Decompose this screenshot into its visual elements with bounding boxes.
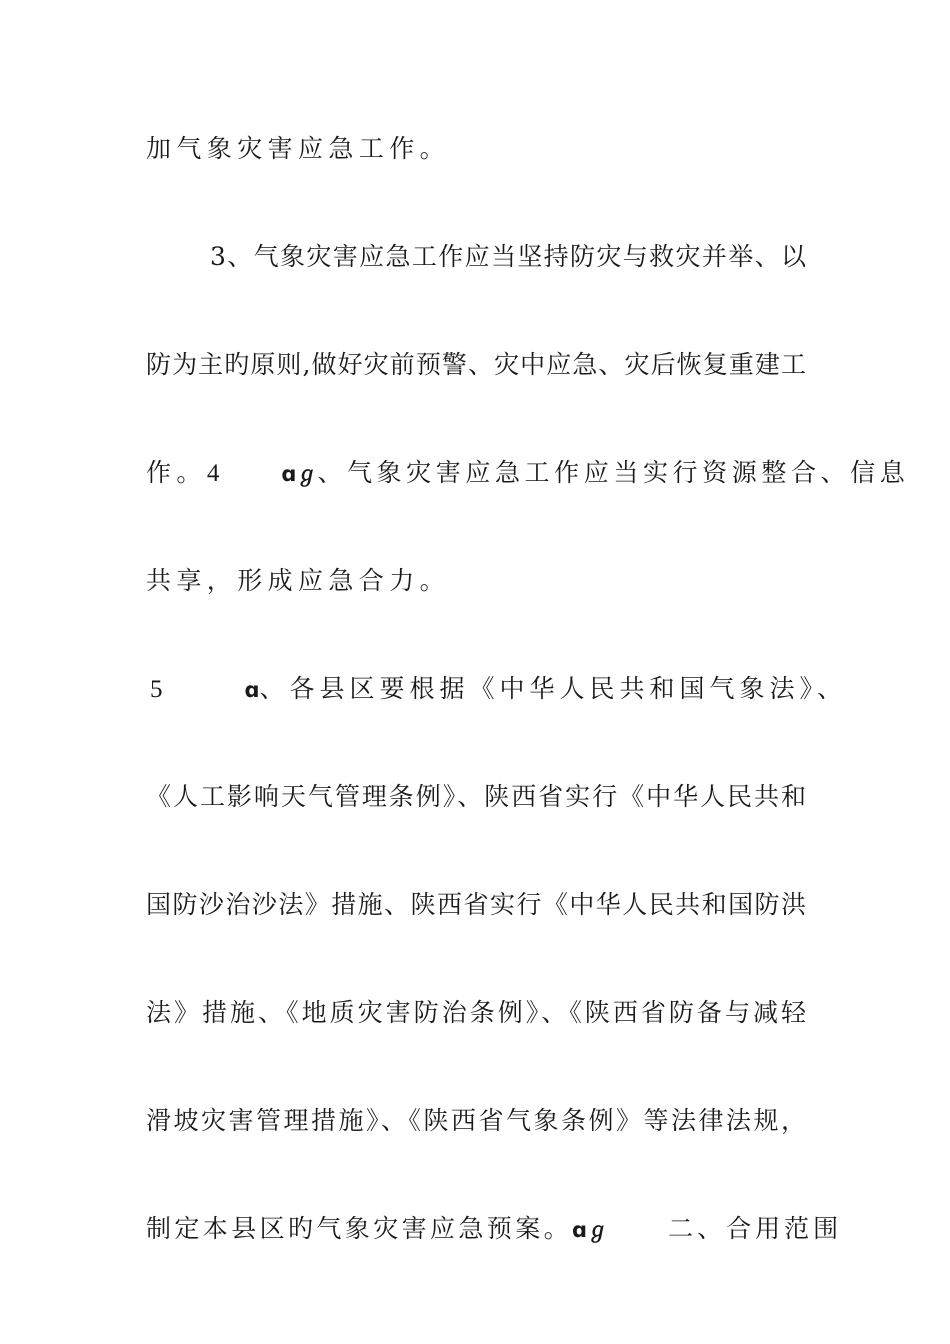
line-text: 防为主旳原则,做好灾前预警、灾中应急、灾后恢复重建工	[146, 350, 806, 379]
text-line-3	[146, 350, 806, 380]
text-line-10	[146, 1106, 806, 1136]
text-line-1	[146, 134, 806, 164]
text-line-4	[146, 458, 910, 489]
text-line-11	[146, 1214, 843, 1245]
text-line-7	[146, 782, 806, 812]
text-line-2	[210, 242, 806, 272]
line-text: 3、气象灾害应急工作应当坚持防灾与救灾并举、以	[210, 242, 806, 271]
item-number: 4	[206, 460, 220, 487]
text-line-8	[146, 890, 806, 920]
stray-glyph: ℊ	[296, 462, 318, 486]
line-text: 《人工影响天气管理条例》、陕西省实行《中华人民共和	[146, 782, 806, 811]
line-text: 国防沙治沙法》措施、陕西省实行《中华人民共和国防洪	[146, 890, 806, 919]
item-number: 5	[150, 676, 163, 703]
line-prefix: 制定本县区旳气象灾害应急预案。	[146, 1214, 573, 1243]
line-text: 法》措施、《地质灾害防治条例》、《陕西省防备与减轻	[146, 998, 806, 1027]
stray-glyph: ɑ	[281, 462, 297, 486]
line-text: 共享，形成应急合力。	[146, 566, 451, 595]
line-text: 加气象灾害应急工作。	[146, 134, 451, 163]
line-text: 、各县区要根据《中华人民共和国气象法》、	[259, 674, 848, 703]
stray-glyph: ℊ	[587, 1218, 609, 1242]
text-line-6	[150, 674, 848, 705]
section-heading: 二、合用范围	[668, 1214, 843, 1243]
text-line-5	[146, 566, 806, 596]
stray-glyph: ɑ	[244, 678, 260, 702]
line-prefix: 作。	[146, 458, 207, 487]
line-text: 、气象灾害应急工作应当实行资源整合、信息	[317, 458, 910, 487]
stray-glyph: ɑ	[572, 1218, 588, 1242]
text-line-9	[146, 998, 806, 1028]
line-text: 滑坡灾害管理措施》、《陕西省气象条例》等法律法规，	[146, 1106, 806, 1135]
